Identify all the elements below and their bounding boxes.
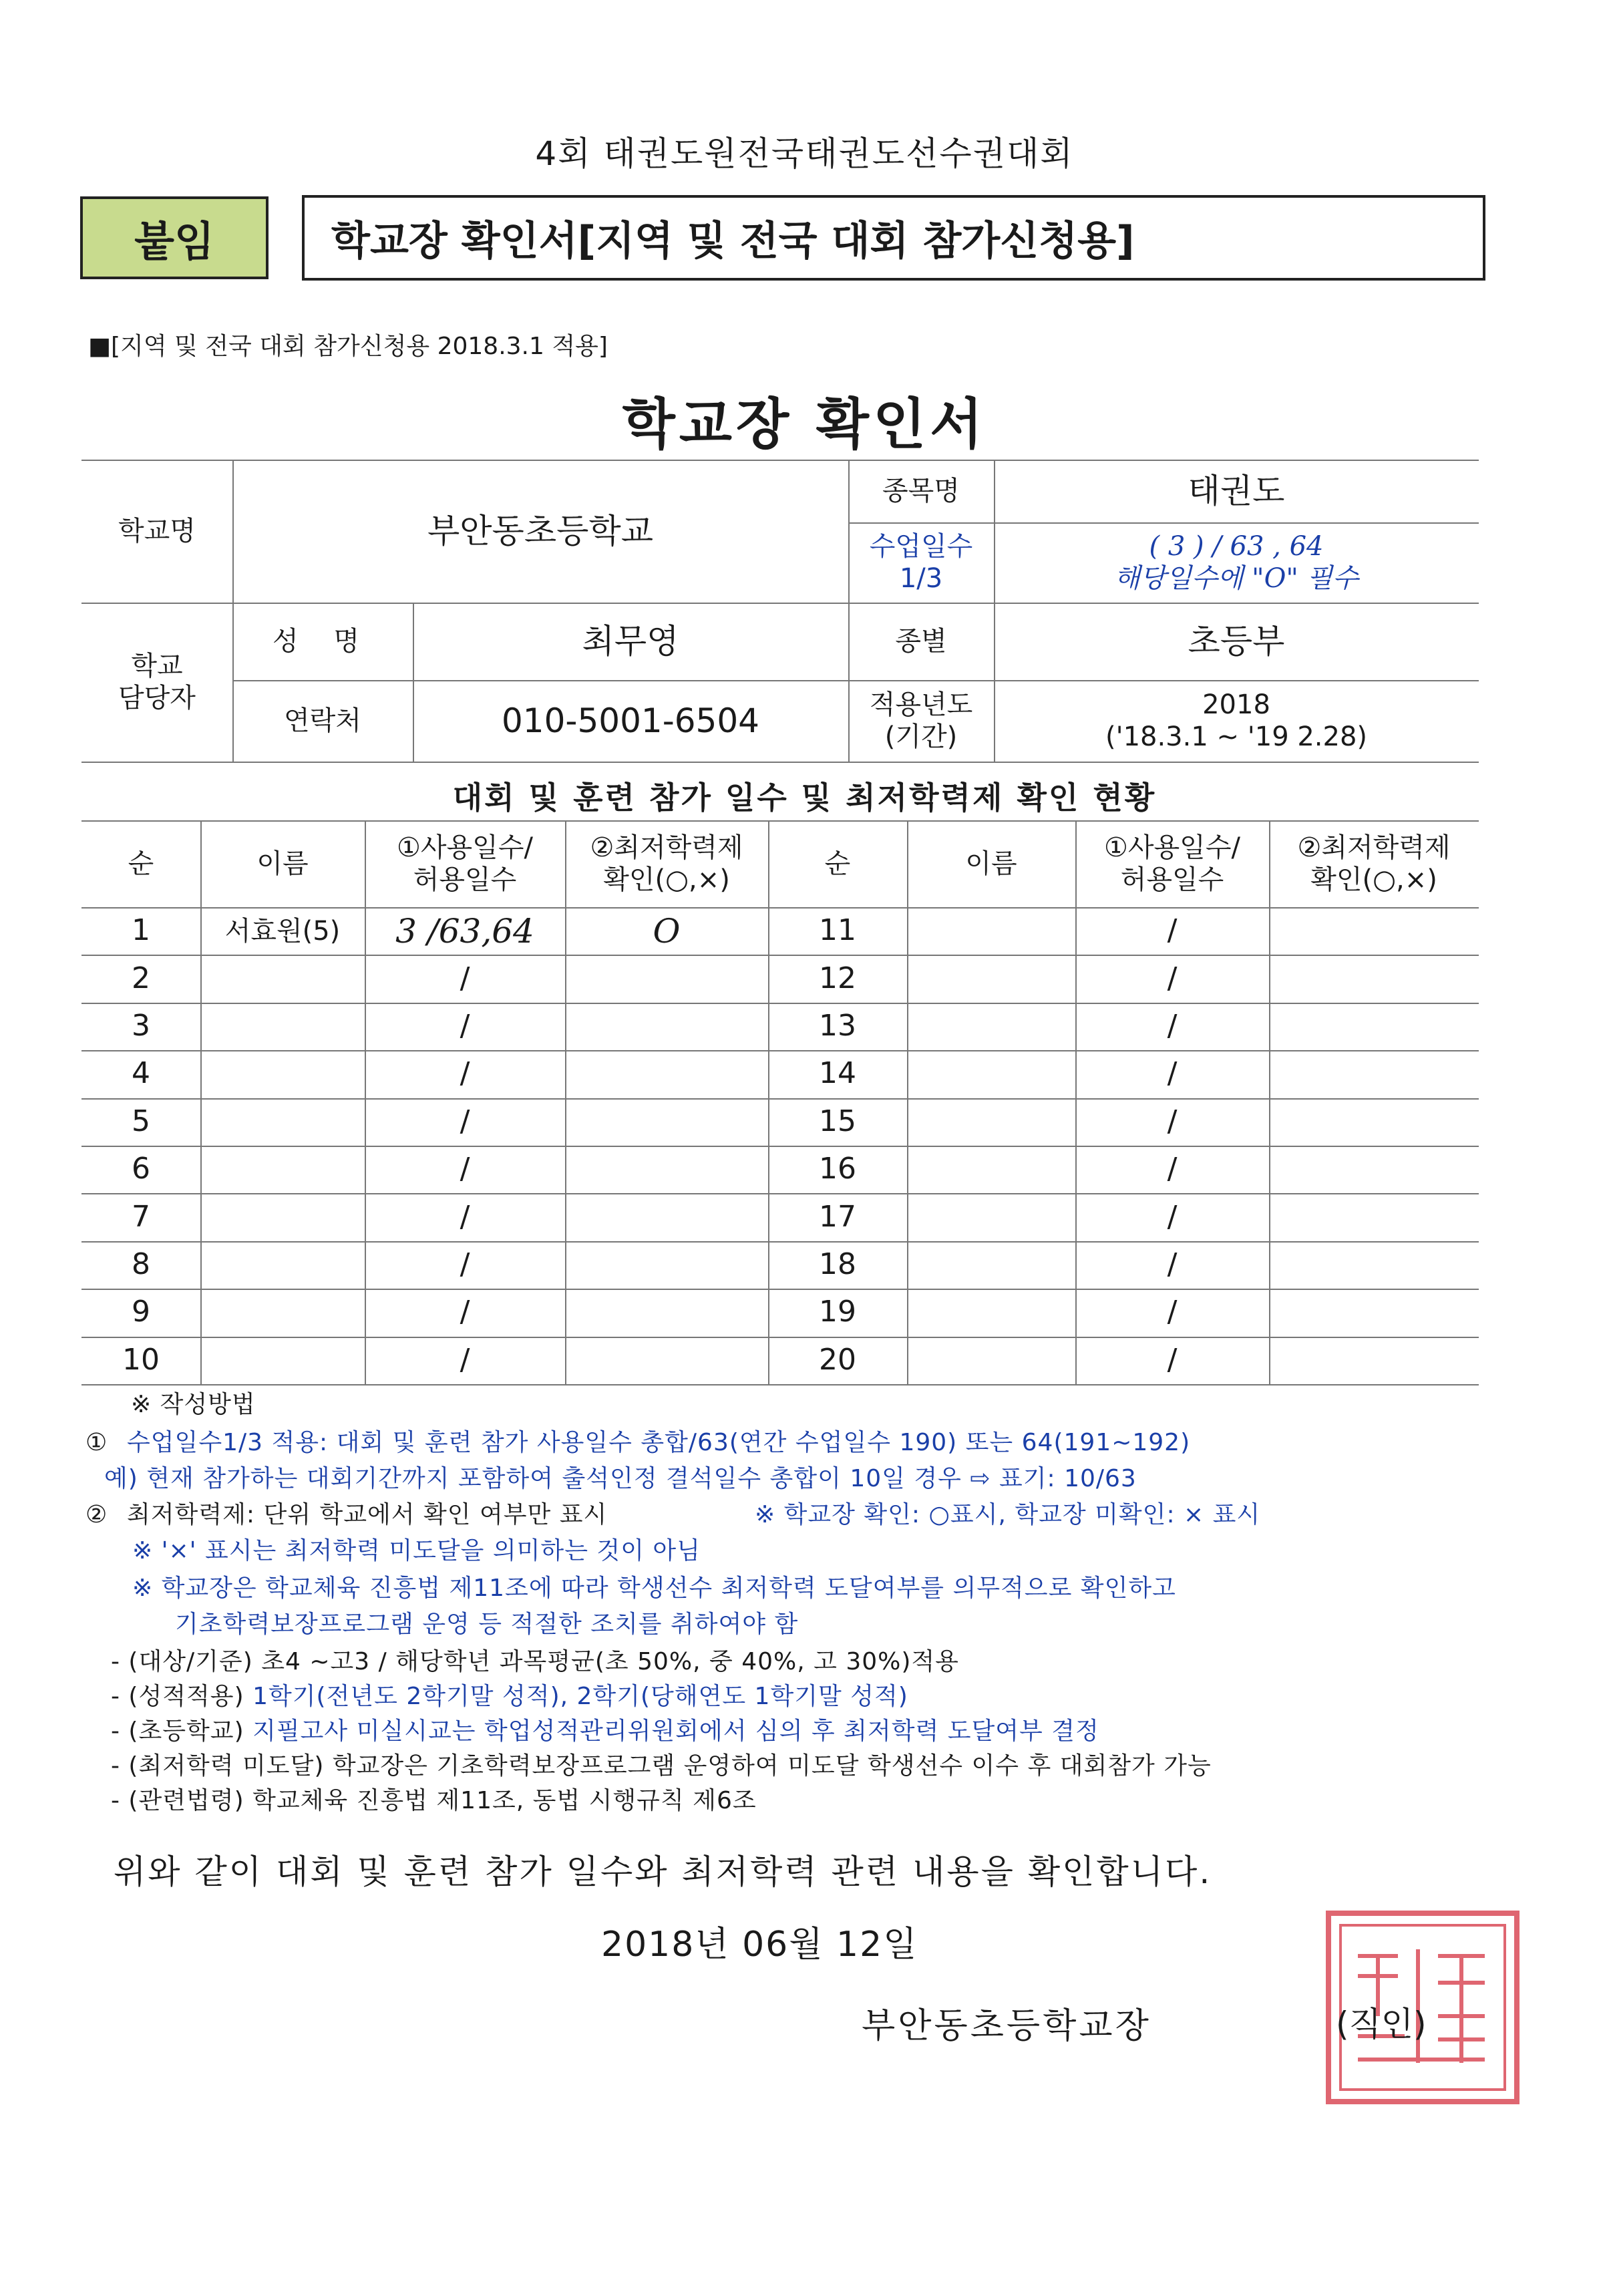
roster-days-cell: / [460, 1104, 470, 1138]
note1-line1: 수업일수1/3 적용: 대회 및 훈련 참가 사용일수 총합/63(연간 수업일수 190) 또는 64(191~192) [127, 1429, 1191, 1456]
bullet-elementary [111, 1719, 1099, 1744]
roster-no-cell: 13 [819, 1009, 856, 1043]
roster-days-cell: / [460, 1295, 470, 1329]
attachment-badge: 붙임 [80, 196, 269, 279]
roster-name-cell [907, 1098, 1075, 1146]
roster-name-cell [200, 1241, 365, 1289]
roster-name-cell [907, 1003, 1075, 1050]
note2-line2: ※ 학교장 확인: ○표시, 학교장 미확인: × 표시 [755, 1501, 1261, 1528]
roster-no-cell: 12 [819, 961, 856, 995]
header-check-text: ②최저학력제 [590, 832, 743, 863]
header-check-text: 확인(○,×) [1310, 864, 1437, 895]
header-name [200, 820, 365, 907]
roster-no-cell: 5 [132, 1104, 150, 1138]
header-days-text: ①사용일수/ [1104, 832, 1240, 863]
note3: ※ '×' 표시는 최저학력 미도달을 의미하는 것이 아님 [132, 1537, 701, 1565]
roster-name-cell [200, 1003, 365, 1050]
header-days-text: 허용일수 [413, 864, 517, 895]
table-rule [81, 762, 1479, 763]
roster-no-cell: 16 [819, 1152, 856, 1186]
roster-no-cell: 1 [132, 913, 150, 948]
roster-no-cell: 6 [132, 1152, 150, 1186]
period-range: ('18.3.1 ~ '19 2.28) [1105, 721, 1368, 752]
manager-label [81, 603, 232, 762]
roster-no-cell: 15 [819, 1104, 856, 1138]
bullet-law: - (관련법령) 학교체육 진흥법 제11조, 동법 시행규칙 제6조 [111, 1787, 757, 1814]
roster-check-cell [1269, 1289, 1479, 1336]
event-name: 태권도 [1188, 472, 1285, 510]
roster-days-cell: / [1167, 1152, 1178, 1186]
roster-no-cell: 14 [819, 1056, 856, 1091]
roster-no-cell: 20 [819, 1342, 856, 1377]
division-label: 종별 [895, 626, 947, 657]
roster-no-cell: 7 [132, 1199, 150, 1234]
note4-line1: ※ 학교장은 학교체육 진흥법 제11조에 따라 학생선수 최저학력 도달여부를 의무적으로 확인하고 [132, 1575, 1176, 1602]
class-days-label-line2: 1/3 [899, 563, 943, 594]
header-name-text: 이름 [256, 848, 309, 879]
header-days [1075, 820, 1269, 907]
roster-check-cell [1269, 1337, 1479, 1384]
event-label: 종목명 [882, 476, 960, 506]
roster-check-cell [1269, 1050, 1479, 1098]
section-heading: 대회 및 훈련 참가 일수 및 최저학력제 확인 현황 [452, 780, 1157, 816]
roster-no-cell: 11 [819, 913, 856, 948]
roster-name-cell [907, 1241, 1075, 1289]
roster-days-cell: / [1167, 1295, 1178, 1329]
note1-prefix: ① [85, 1429, 108, 1456]
class-days-note: 해당일수에 "O" 필수 [1114, 563, 1359, 594]
header-check-text: ②최저학력제 [1297, 832, 1451, 863]
event-title: 4회 태권도원전국태권도선수권대회 [535, 134, 1074, 173]
roster-check-cell [565, 1337, 768, 1384]
header-check [565, 820, 768, 907]
manager-name: 최무영 [582, 622, 679, 661]
roster-name-cell [907, 1193, 1075, 1241]
roster-check-cell [565, 1241, 768, 1289]
guide-heading: ※ 작성방법 [131, 1391, 256, 1418]
school-name-label: 학교명 [118, 516, 196, 546]
roster-no-cell: 9 [132, 1295, 150, 1329]
confirmation-statement: 위와 같이 대회 및 훈련 참가 일수와 최저학력 관련 내용을 확인합니다. [114, 1852, 1212, 1891]
header-no [81, 820, 200, 907]
roster-days-cell: / [1167, 1056, 1178, 1091]
roster-days-cell: / [1167, 1009, 1178, 1043]
roster-days-cell: / [460, 1152, 470, 1186]
roster-name-cell [907, 1050, 1075, 1098]
table-rule [81, 1384, 1479, 1385]
roster-name-cell [200, 1146, 365, 1193]
bullet-below-minimum: - (최저학력 미도달) 학교장은 기초학력보장프로그램 운영하여 미도달 학생선수 이수 후 대회참가 가능 [111, 1752, 1212, 1780]
roster-days-cell: / [460, 1199, 470, 1234]
contact-label: 연락처 [284, 705, 361, 736]
roster-name-cell [907, 1337, 1075, 1384]
roster-days-cell: / [460, 1009, 470, 1043]
class-days-label [848, 522, 994, 603]
bullet-target: - (대상/기준) 초4 ~고3 / 해당학년 과목평균(초 50%, 중 40%, 고 30%)적용 [111, 1648, 959, 1675]
roster-no-cell: 18 [819, 1247, 856, 1282]
header-check-text: 확인(○,×) [603, 864, 730, 895]
header-no-text: 순 [824, 848, 851, 879]
period-label-line2: (기간) [884, 721, 958, 752]
header-days-text: ①사용일수/ [397, 832, 533, 863]
roster-check-cell [1269, 1003, 1479, 1050]
roster-check-cell [565, 1193, 768, 1241]
roster-check-cell [1269, 1241, 1479, 1289]
period-year: 2018 [1202, 689, 1270, 720]
roster-check-cell [565, 1003, 768, 1050]
roster-check-cell [1269, 955, 1479, 1002]
roster-days-cell: 3 /63,64 [395, 911, 534, 951]
manager-label-line2: 담당자 [118, 683, 196, 713]
seal-label: (직인) [1336, 2005, 1427, 2043]
roster-name-cell [200, 955, 365, 1002]
school-name: 부안동초등학교 [427, 512, 654, 550]
roster-check-cell [565, 955, 768, 1002]
roster-no-cell: 8 [132, 1247, 150, 1282]
principal-name: 부안동초등학교장 [862, 2006, 1151, 2046]
header-days [365, 820, 565, 907]
roster-no-cell: 2 [132, 961, 150, 995]
division: 초등부 [1188, 622, 1285, 661]
roster-no-cell: 3 [132, 1009, 150, 1043]
roster-days-cell: / [460, 1056, 470, 1091]
roster-check-cell [1269, 1193, 1479, 1241]
header-name-text: 이름 [965, 848, 1017, 879]
roster-check-cell [565, 1289, 768, 1336]
roster-name-cell: 서효원(5) [224, 915, 341, 947]
roster-no-cell: 19 [819, 1295, 856, 1329]
header-no-text: 순 [128, 848, 154, 879]
roster-name-cell [907, 1289, 1075, 1336]
roster-no-cell: 17 [819, 1199, 856, 1234]
roster-check-cell: O [653, 911, 681, 951]
name-label: 성 명 [273, 626, 373, 657]
roster-days-cell: / [460, 961, 470, 995]
period-label [848, 680, 994, 762]
note2-prefix: ② [85, 1501, 108, 1528]
roster-no-cell: 4 [132, 1056, 150, 1091]
header-no [768, 820, 907, 907]
period-value [994, 680, 1479, 762]
roster-name-cell [200, 1289, 365, 1336]
roster-check-cell [1269, 1098, 1479, 1146]
roster-days-cell: / [1167, 1247, 1178, 1282]
note1-line2: 예) 현재 참가하는 대회기간까지 포함하여 출석인정 결석일수 총합이 10일 경우 ⇨ 표기: 10/63 [104, 1465, 1137, 1492]
roster-check-cell [565, 1146, 768, 1193]
roster-check-cell [1269, 1146, 1479, 1193]
period-label-line1: 적용년도 [869, 689, 973, 720]
form-title: 학교장 확인서[지역 및 전국 대회 참가신청용] [302, 195, 1485, 281]
class-days-value [994, 522, 1479, 603]
roster-name-cell [907, 955, 1075, 1002]
roster-check-cell [565, 1050, 768, 1098]
roster-name-cell [907, 907, 1075, 955]
roster-days-cell: / [1167, 1104, 1178, 1138]
roster-days-cell: / [1167, 1199, 1178, 1234]
roster-days-cell: / [460, 1342, 470, 1377]
roster-name-cell [200, 1050, 365, 1098]
bullet-elementary-text: 지필고사 미실시교는 학업성적관리위원회에서 심의 후 최저학력 도달여부 결정 [252, 1717, 1099, 1745]
roster-days-cell: / [460, 1247, 470, 1282]
roster-days-cell: / [1167, 913, 1178, 948]
roster-days-cell: / [1167, 961, 1178, 995]
roster-no-cell: 10 [122, 1342, 160, 1377]
roster-check-cell [1269, 907, 1479, 955]
bullet-grade-apply [111, 1685, 908, 1709]
apply-note: ■[지역 및 전국 대회 참가신청용 2018.3.1 적용] [88, 333, 608, 360]
roster-check-cell [565, 1098, 768, 1146]
note4-line2: 기초학력보장프로그램 운영 등 적절한 조치를 취하여야 함 [175, 1611, 799, 1638]
roster-days-cell: / [1167, 1342, 1178, 1377]
note2-line1: 최저학력제: 단위 학교에서 확인 여부만 표시 [127, 1501, 608, 1528]
class-days-label-line1: 수업일수 [869, 531, 973, 562]
roster-name-cell [200, 1337, 365, 1384]
document-title: 학교장 확인서 [622, 393, 987, 456]
roster-name-cell [200, 1098, 365, 1146]
header-check [1269, 820, 1479, 907]
bullet-grade-apply-text: 1학기(전년도 2학기말 성적), 2학기(당해연도 1학기말 성적) [252, 1683, 908, 1710]
roster-name-cell [907, 1146, 1075, 1193]
bullet-grade-apply-label: - (성적적용) [111, 1683, 253, 1710]
contact-number: 010-5001-6504 [501, 701, 759, 740]
class-days-value-text: ( 3 ) / 63 , 64 [1149, 531, 1324, 562]
sign-date: 2018년 06월 12일 [601, 1925, 918, 1965]
roster-name-cell [200, 1193, 365, 1241]
bullet-elementary-label: - (초등학교) [111, 1717, 253, 1745]
manager-label-line1: 학교 [131, 651, 183, 681]
header-name [907, 820, 1075, 907]
header-days-text: 허용일수 [1120, 864, 1224, 895]
